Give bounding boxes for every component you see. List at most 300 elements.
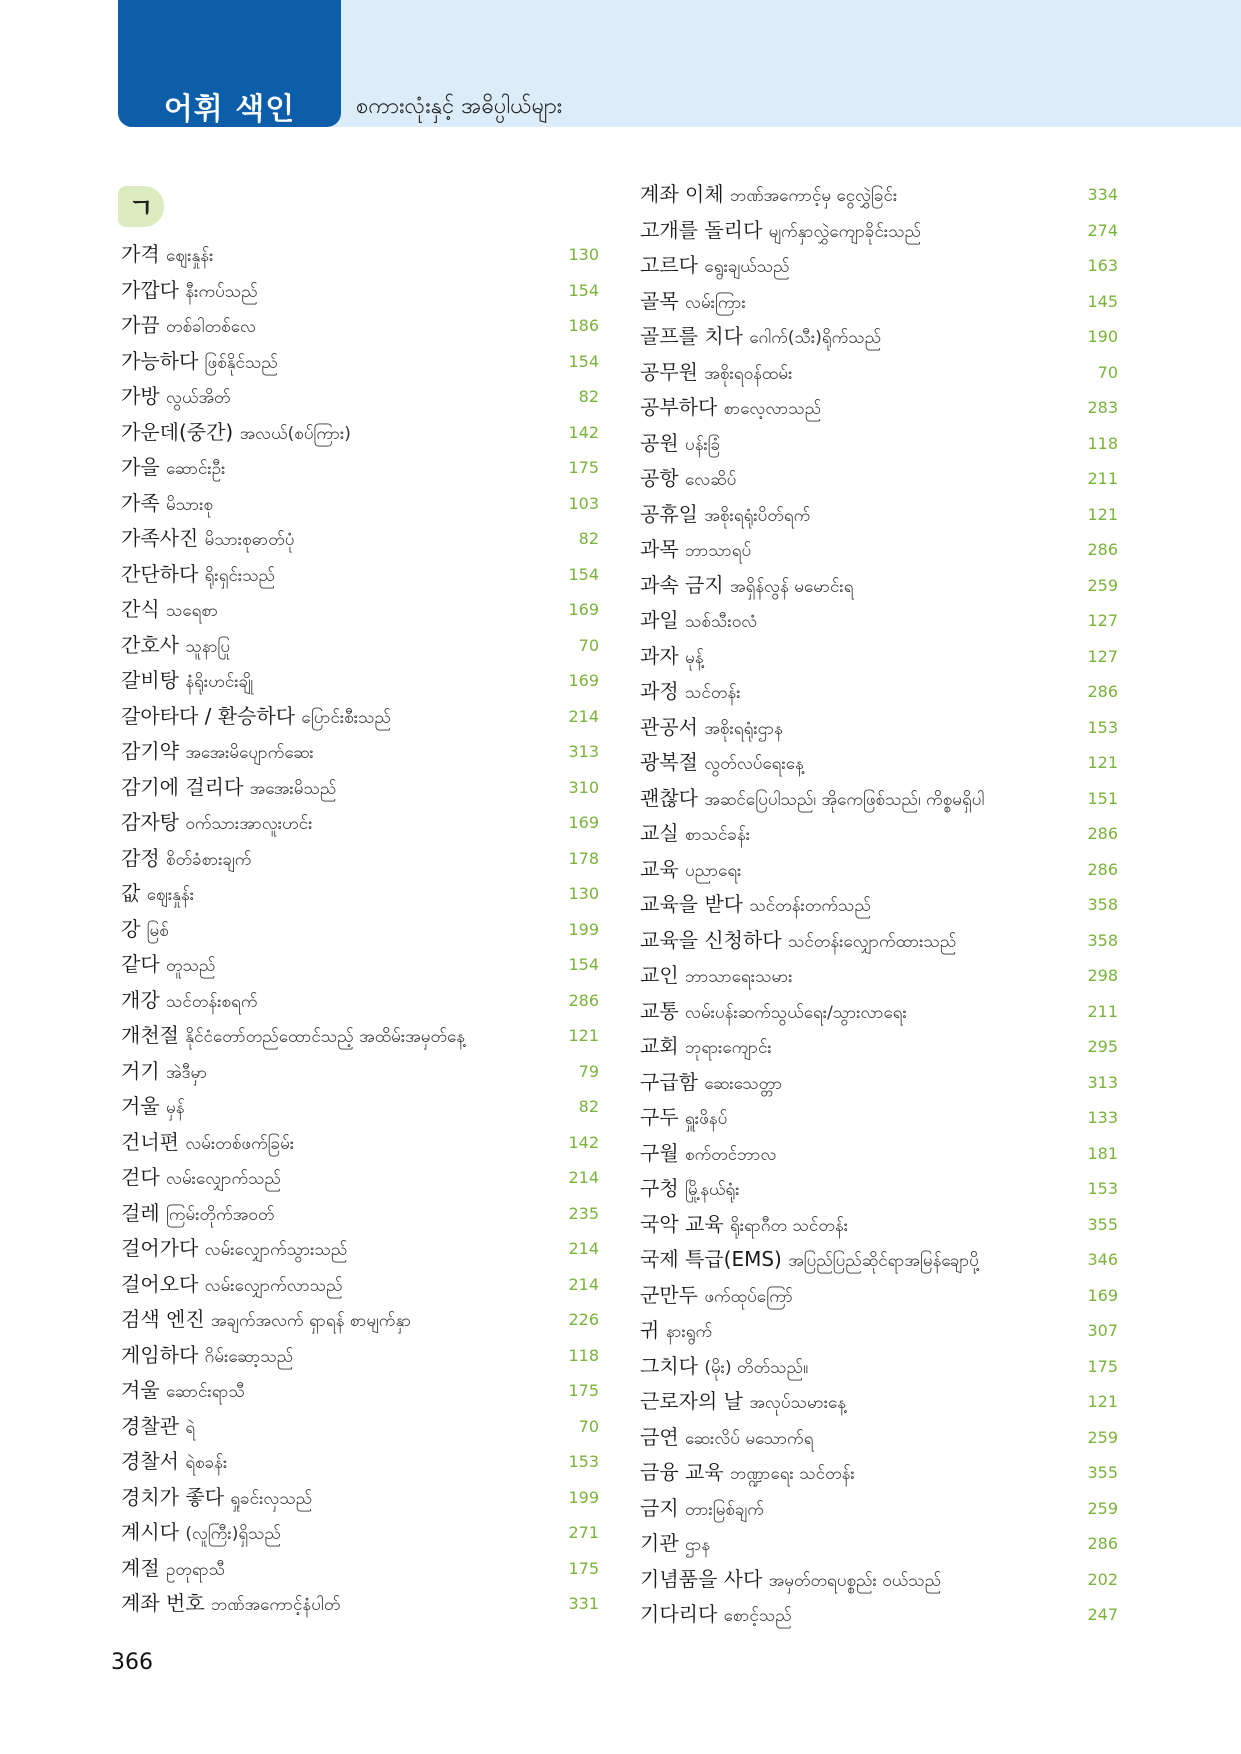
entry-page-number: 286 [568, 990, 599, 1010]
index-entry [121, 344, 599, 380]
entry-korean-term: 광복절 [640, 750, 698, 774]
entry-page-number: 175 [1087, 1356, 1118, 1376]
index-entry [640, 532, 1118, 568]
index-entry [640, 710, 1118, 746]
entry-page-number: 283 [1087, 398, 1118, 417]
entry-page-number: 175 [568, 458, 599, 477]
entry-page-number: 313 [1087, 1072, 1118, 1092]
entry-page-number: 313 [568, 742, 599, 761]
entry-meaning: ဆောင်းဦး [166, 459, 226, 479]
entry-korean-term: 간호사 [121, 632, 179, 657]
index-entry [121, 521, 599, 557]
entry-term-group [640, 497, 810, 535]
entry-term-group [121, 1515, 281, 1553]
index-entry [640, 1349, 1118, 1385]
entry-korean-term: 교육 [640, 856, 679, 881]
entry-page-number: 286 [1087, 540, 1118, 559]
index-entry [121, 1338, 599, 1374]
entry-page-number: 145 [1087, 291, 1118, 311]
entry-term-group [121, 450, 225, 488]
entry-meaning: လမ်းလျှောက်လာသည် [204, 1275, 343, 1296]
index-entry [121, 308, 599, 344]
entry-korean-term: 가족사진 [121, 526, 199, 550]
index-entry [121, 1409, 599, 1445]
index-entry [640, 213, 1118, 249]
entry-term-group [121, 273, 258, 311]
entry-meaning: စက်တင်ဘာလ [685, 1144, 777, 1165]
entry-meaning: လွယ်အိတ် [166, 388, 231, 408]
entry-meaning: ပြောင်းစီးသည် [301, 707, 391, 728]
entry-meaning: ကြမ်းတိုက်အဝတ် [166, 1204, 275, 1225]
entry-korean-term: 고르다 [640, 253, 698, 277]
entry-page-number: 199 [568, 919, 599, 939]
entry-meaning: တစ်ခါတစ်လေ [166, 317, 256, 337]
entry-page-number: 82 [578, 529, 599, 548]
entry-term-group [640, 1065, 782, 1103]
entry-page-number: 334 [1087, 185, 1118, 204]
entry-term-group [640, 1526, 710, 1564]
entry-page-number: 259 [1087, 1498, 1118, 1518]
entry-korean-term: 구월 [640, 1140, 679, 1165]
entry-term-group [121, 557, 275, 595]
entry-meaning: မျက်နှာလွှဲကျောခိုင်းသည် [768, 221, 922, 242]
index-entry [121, 1089, 599, 1125]
entry-meaning: ဆောင်းရာသီ [166, 1382, 245, 1402]
entry-term-group [640, 639, 704, 677]
entry-term-group [640, 1349, 808, 1387]
entry-term-group [121, 1302, 411, 1340]
entry-korean-term: 기다리다 [640, 1602, 718, 1626]
entry-meaning: ပန်းခြံ [685, 434, 721, 455]
entry-meaning: ဘာသာရေးသမား [685, 967, 793, 987]
entry-page-number: 70 [578, 635, 599, 655]
entry-term-group [121, 379, 231, 417]
entry-term-group [640, 426, 720, 464]
entry-korean-term: 가운데(중간) [121, 419, 234, 444]
index-entry [121, 1125, 599, 1161]
header-subtitle: စကားလုံးနှင့် အဓိပ္ပါယ်များ [356, 94, 563, 119]
index-entry [640, 248, 1118, 284]
entry-korean-term: 게임하다 [121, 1342, 199, 1367]
entry-korean-term: 공원 [640, 430, 679, 455]
index-entry [640, 284, 1118, 320]
entry-korean-term: 구급함 [640, 1069, 698, 1094]
entry-meaning: လမ်းတစ်ဖက်ခြမ်း [185, 1133, 295, 1154]
entry-term-group [640, 852, 741, 890]
entry-korean-term: 구청 [640, 1176, 679, 1200]
entry-page-number: 169 [568, 813, 599, 832]
entry-page-number: 274 [1087, 220, 1118, 240]
entry-meaning: စိတ်ခံစားချက် [166, 849, 252, 870]
index-entry [640, 887, 1118, 923]
entry-korean-term: 교통 [640, 998, 679, 1023]
entry-page-number: 358 [1087, 930, 1118, 950]
index-entry [640, 461, 1118, 497]
entry-korean-term: 같다 [121, 952, 160, 976]
entry-korean-term: 걸어오다 [121, 1271, 199, 1296]
entry-korean-term: 과정 [640, 679, 679, 703]
entry-page-number: 153 [568, 1452, 599, 1471]
entry-page-number: 121 [1087, 504, 1118, 524]
entry-page-number: 298 [1087, 966, 1118, 985]
entry-meaning: ဖက်ထုပ်ကြော် [704, 1286, 793, 1307]
entry-meaning: ဘဏ္ဍာရေး သင်တန်း [730, 1464, 855, 1484]
entry-meaning: ရွေးချယ်သည် [704, 257, 790, 277]
entry-korean-term: 국악 교육 [640, 1211, 724, 1236]
entry-page-number: 259 [1087, 575, 1118, 595]
entry-term-group [640, 1384, 846, 1422]
entry-meaning: လွတ်လပ်ရေးနေ့ [704, 754, 804, 774]
entry-meaning: ရှူးဖိနပ် [685, 1109, 728, 1129]
index-entry [121, 734, 599, 770]
index-entry [640, 816, 1118, 852]
entry-page-number: 235 [568, 1203, 599, 1223]
index-entry [121, 1373, 599, 1409]
entry-term-group [121, 1267, 343, 1305]
entry-meaning: ဆေးလိပ် မသောက်ရ [685, 1428, 814, 1449]
index-entry [640, 568, 1118, 604]
entry-meaning: ဈေးနှုန်း [166, 246, 214, 266]
entry-page-number: 214 [568, 1274, 599, 1294]
index-entry [121, 237, 599, 273]
entry-korean-term: 공부하다 [640, 395, 718, 419]
entry-term-group [121, 1338, 293, 1376]
entry-term-group [121, 770, 336, 808]
entry-korean-term: 가끔 [121, 313, 160, 337]
entry-term-group [640, 1278, 793, 1316]
index-entry [640, 923, 1118, 959]
entry-meaning: (လူကြီး)ရှိသည် [185, 1524, 281, 1544]
entry-meaning: အစိုးရရုံးဌာန [704, 718, 783, 739]
entry-korean-term: 군만두 [640, 1282, 698, 1307]
entry-term-group [640, 1100, 727, 1138]
entry-meaning: သင်တန်း [685, 683, 741, 703]
entry-term-group [121, 486, 213, 524]
index-entry [640, 1029, 1118, 1065]
entry-meaning: လေဆိပ် [685, 470, 737, 490]
entry-term-group [121, 237, 213, 275]
entry-page-number: 355 [1087, 1463, 1118, 1482]
entry-korean-term: 공항 [640, 466, 679, 490]
entry-korean-term: 감정 [121, 845, 160, 870]
entry-korean-term: 과일 [640, 608, 679, 632]
entry-korean-term: 계절 [121, 1555, 160, 1580]
entry-korean-term: 계시다 [121, 1520, 179, 1544]
index-entry [640, 1065, 1118, 1101]
index-entry [121, 1444, 599, 1480]
entry-meaning: ဂေါက်(သီး)ရိုက်သည် [749, 328, 882, 348]
entry-term-group [640, 1455, 855, 1493]
index-entry [640, 1171, 1118, 1207]
index-entry [640, 994, 1118, 1030]
entry-page-number: 153 [1087, 717, 1118, 737]
index-entry [121, 1160, 599, 1196]
entry-term-group [640, 745, 804, 783]
entry-page-number: 154 [568, 564, 599, 584]
entry-korean-term: 기념품을 사다 [640, 1566, 763, 1591]
entry-korean-term: 걷다 [121, 1165, 160, 1189]
entry-page-number: 127 [1087, 611, 1118, 630]
entry-korean-term: 근로자의 날 [640, 1389, 743, 1413]
entry-term-group [640, 213, 921, 251]
entry-korean-term: 그치다 [640, 1353, 698, 1378]
entry-term-group [640, 1313, 712, 1351]
entry-meaning: နီးကပ်သည် [185, 281, 258, 302]
entry-korean-term: 금연 [640, 1424, 679, 1449]
entry-page-number: 271 [568, 1523, 599, 1542]
entry-meaning: အပြည်ပြည်ဆိုင်ရာအမြန်ချောပို့ [788, 1251, 979, 1271]
index-entry [121, 1480, 599, 1516]
entry-korean-term: 과목 [640, 537, 679, 561]
entry-meaning: အချက်အလက် ရှာရန် စာမျက်နှာ [211, 1311, 412, 1331]
entry-meaning: အအေးမိသည် [249, 778, 337, 799]
entry-korean-term: 국제 특급(EMS) [640, 1247, 782, 1271]
entry-term-group [121, 1018, 465, 1056]
entry-term-group [121, 1480, 312, 1518]
index-entry [640, 1491, 1118, 1527]
entry-term-group [640, 958, 793, 996]
entry-page-number: 163 [1087, 256, 1118, 275]
entry-page-number: 151 [1087, 788, 1118, 808]
entry-korean-term: 계좌 이체 [640, 182, 724, 206]
index-entry [121, 805, 599, 841]
entry-meaning: အမှတ်တရပစ္စည်း ဝယ်သည် [768, 1570, 942, 1591]
index-entry [640, 1384, 1118, 1420]
index-entry [640, 781, 1118, 817]
entry-page-number: 214 [568, 1239, 599, 1258]
entry-term-group [121, 1551, 225, 1589]
index-entry [640, 1420, 1118, 1456]
index-entry [121, 1586, 599, 1622]
entry-meaning: အရှိန်လွန် မမောင်းရ [730, 576, 854, 597]
index-entry [121, 912, 599, 948]
entry-meaning: မိသားစုဓာတ်ပုံ [204, 530, 295, 550]
page-number: 366 [111, 1650, 153, 1675]
entry-meaning: နားရွက် [665, 1322, 713, 1342]
entry-korean-term: 가격 [121, 242, 160, 266]
entry-term-group [121, 912, 169, 950]
entry-meaning: စာသင်ခန်း [685, 825, 751, 845]
entry-korean-term: 골목 [640, 288, 679, 313]
index-entry [121, 450, 599, 486]
index-entry [121, 699, 599, 735]
entry-term-group [640, 1597, 792, 1635]
entry-meaning: တူသည် [166, 956, 216, 976]
entry-page-number: 154 [568, 351, 599, 371]
index-entry [121, 415, 599, 451]
entry-page-number: 259 [1087, 1427, 1118, 1447]
entry-meaning: မြို့နယ်ရုံး [685, 1180, 740, 1200]
entry-term-group [640, 994, 907, 1032]
entry-page-number: 130 [568, 245, 599, 264]
index-entry [640, 177, 1118, 213]
entry-korean-term: 교회 [640, 1034, 679, 1058]
entry-page-number: 181 [1087, 1143, 1118, 1163]
entry-term-group [640, 710, 783, 748]
index-entry [121, 1267, 599, 1303]
entry-korean-term: 관공서 [640, 714, 698, 739]
entry-page-number: 121 [1087, 753, 1118, 772]
entry-meaning: လမ်းလျှောက်သွားသည် [204, 1240, 348, 1260]
entry-page-number: 199 [568, 1487, 599, 1507]
entry-term-group [640, 1491, 764, 1529]
entry-korean-term: 교실 [640, 821, 679, 845]
entry-term-group [640, 461, 736, 499]
entry-meaning: စာလေ့လာသည် [723, 399, 822, 419]
entry-korean-term: 강 [121, 916, 141, 941]
entry-korean-term: 검색 엔진 [121, 1307, 205, 1331]
entry-korean-term: 가능하다 [121, 348, 199, 373]
index-entry [640, 958, 1118, 994]
entry-korean-term: 걸어가다 [121, 1236, 199, 1260]
entry-term-group [121, 734, 314, 772]
entry-term-group [640, 248, 790, 286]
entry-term-group [121, 344, 278, 382]
index-entry [640, 426, 1118, 462]
index-entry [640, 745, 1118, 781]
index-entry [121, 663, 599, 699]
entry-korean-term: 계좌 번호 [121, 1591, 205, 1615]
index-entry [640, 1136, 1118, 1172]
entry-meaning: အလုပ်သမားနေ့ [749, 1393, 847, 1413]
entry-korean-term: 갈비탕 [121, 668, 179, 692]
entry-term-group [640, 781, 984, 819]
entry-page-number: 175 [568, 1381, 599, 1400]
entry-term-group [640, 177, 897, 215]
entry-korean-term: 건너편 [121, 1129, 179, 1154]
index-entry [640, 1526, 1118, 1562]
entry-term-group [640, 816, 750, 854]
entry-meaning: မုန့် [685, 647, 704, 668]
entry-term-group [121, 308, 256, 346]
entry-meaning: မှန် [166, 1098, 185, 1118]
index-entry [121, 1018, 599, 1054]
entry-meaning: သင်တန်းလျှောက်ထားသည် [787, 931, 957, 952]
index-entry [121, 876, 599, 912]
index-entry [640, 497, 1118, 533]
entry-term-group [121, 1160, 281, 1198]
entry-term-group [121, 699, 391, 737]
entry-page-number: 79 [578, 1061, 599, 1081]
index-entry [640, 1597, 1118, 1633]
entry-meaning: ဆေးသေတ္တာ [704, 1073, 783, 1094]
index-entry [121, 1302, 599, 1338]
index-column-right [640, 177, 1118, 1633]
entry-korean-term: 골프를 치다 [640, 324, 743, 348]
entry-term-group [121, 1586, 340, 1624]
entry-page-number: 346 [1087, 1250, 1118, 1269]
entry-term-group [121, 592, 218, 630]
entry-term-group [640, 532, 751, 570]
entry-term-group [640, 355, 792, 393]
entry-korean-term: 간단하다 [121, 561, 199, 586]
index-entry [640, 1562, 1118, 1598]
entry-korean-term: 경찰관 [121, 1413, 179, 1438]
entry-meaning: မိသားစု [166, 494, 214, 515]
entry-meaning: ဌာန [685, 1535, 711, 1555]
entry-meaning: နံရိုးဟင်းချို [185, 672, 254, 692]
index-entry [121, 770, 599, 806]
entry-korean-term: 금지 [640, 1495, 679, 1520]
entry-korean-term: 교육을 신청하다 [640, 927, 782, 952]
entry-page-number: 133 [1087, 1108, 1118, 1127]
entry-meaning: ရဲ [185, 1417, 196, 1438]
entry-term-group [121, 805, 312, 843]
entry-meaning: ပညာရေး [685, 860, 742, 881]
index-entry [121, 1551, 599, 1587]
entry-korean-term: 과속 금지 [640, 572, 724, 597]
entry-page-number: 118 [1087, 433, 1118, 453]
index-entry [121, 983, 599, 1019]
entry-meaning: အဲဒီမှာ [166, 1062, 208, 1083]
entry-meaning: ဘုရားကျောင်း [685, 1038, 772, 1058]
index-entry [640, 639, 1118, 675]
entry-korean-term: 교인 [640, 963, 679, 987]
entry-meaning: ဘာသာရပ် [685, 541, 752, 561]
entry-page-number: 82 [578, 387, 599, 406]
entry-term-group [640, 568, 853, 606]
entry-meaning: လမ်းကြား [685, 292, 746, 313]
entry-meaning: အဆင်ပြေပါသည်၊ အိုကေဖြစ်သည်၊ ကိစ္စမရှိပါ [704, 789, 985, 810]
entry-meaning: ရိုးရှင်းသည် [204, 565, 276, 586]
index-entry [121, 592, 599, 628]
entry-term-group [640, 284, 746, 322]
entry-korean-term: 거기 [121, 1058, 160, 1083]
entry-term-group [121, 983, 258, 1021]
entry-term-group [640, 1207, 848, 1245]
entry-term-group [640, 1562, 941, 1600]
index-entry [640, 1313, 1118, 1349]
entry-meaning: အစိုးရဝန်ထမ်း [704, 363, 793, 384]
entry-term-group [121, 1054, 207, 1092]
entry-meaning: ရဲစခန်း [185, 1453, 228, 1473]
index-entry [640, 1242, 1118, 1278]
index-entry [121, 1231, 599, 1267]
entry-page-number: 175 [568, 1558, 599, 1578]
entry-korean-term: 공휴일 [640, 501, 698, 526]
entry-term-group [640, 1171, 740, 1209]
entry-korean-term: 거울 [121, 1094, 160, 1118]
entry-korean-term: 감기약 [121, 739, 179, 763]
entry-page-number: 358 [1087, 895, 1118, 914]
entry-page-number: 118 [568, 1345, 599, 1365]
entry-meaning: ဥတုရာသီ [166, 1559, 226, 1580]
entry-term-group [640, 1242, 979, 1280]
entry-korean-term: 감자탕 [121, 810, 179, 834]
entry-page-number: 121 [1087, 1392, 1118, 1411]
index-entry [640, 852, 1118, 888]
index-entry [121, 1196, 599, 1232]
entry-korean-term: 겨울 [121, 1378, 160, 1402]
index-entry [640, 1207, 1118, 1243]
index-entry [121, 1515, 599, 1551]
index-entry [121, 486, 599, 522]
entry-meaning: သင်တန်းစရက် [166, 991, 258, 1012]
entry-page-number: 142 [568, 422, 599, 442]
entry-korean-term: 고개를 돌리다 [640, 217, 763, 242]
entry-korean-term: 개천절 [121, 1023, 179, 1047]
entry-page-number: 70 [578, 1416, 599, 1436]
entry-term-group [121, 521, 294, 559]
entry-term-group [121, 947, 215, 985]
entry-page-number: 310 [568, 777, 599, 797]
entry-korean-term: 괜찮다 [640, 785, 698, 810]
index-entry [640, 355, 1118, 391]
entry-page-number: 331 [568, 1594, 599, 1613]
entry-term-group [640, 319, 881, 357]
entry-korean-term: 가족 [121, 490, 160, 515]
entry-korean-term: 경치가 좋다 [121, 1484, 224, 1509]
